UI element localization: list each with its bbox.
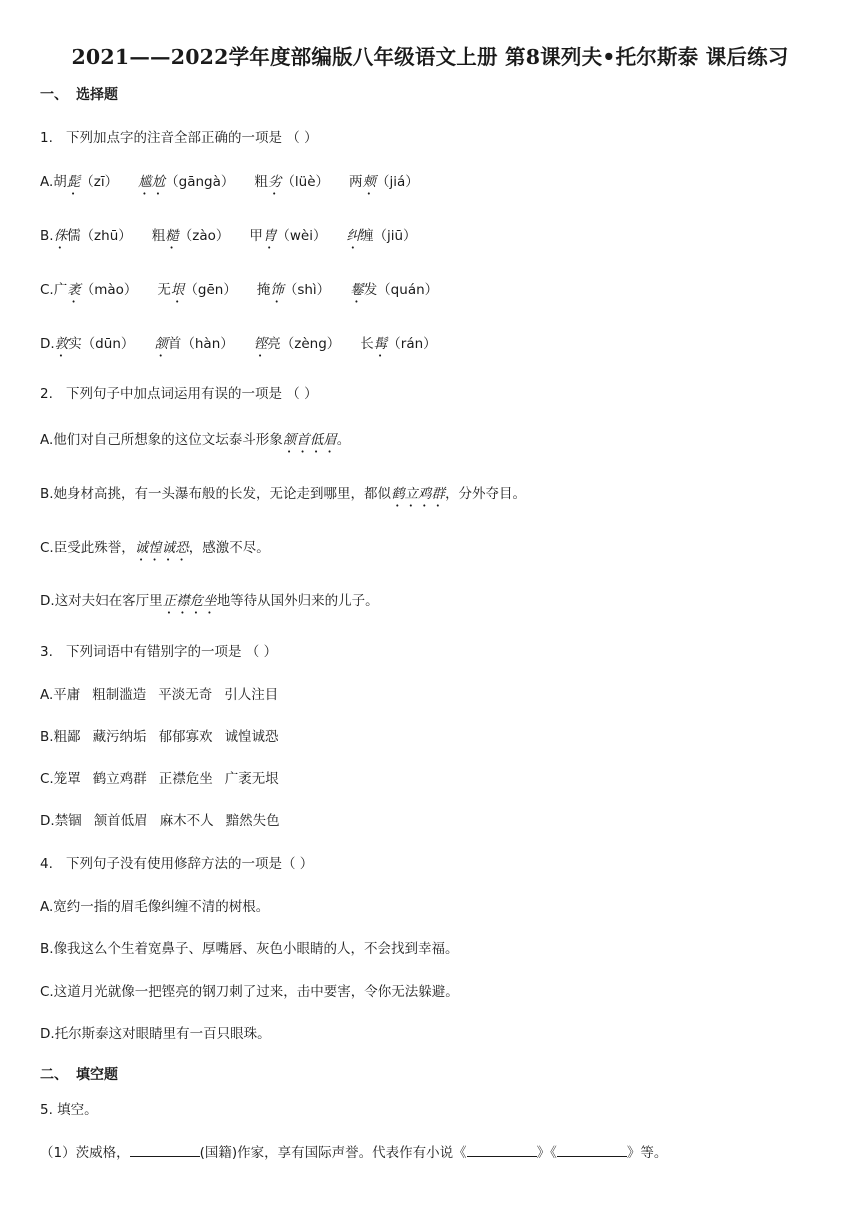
q3-option-a: A.平庸 粗制滥造 平淡无奇 引人注目: [40, 687, 279, 703]
question-number: 1.: [40, 130, 53, 146]
q2-option-d: D.这对夫妇在客厅里正襟危坐地等待从国外归来的儿子。: [40, 593, 379, 609]
question-text: 下列词语中有错别字的一项是 （ ）: [66, 644, 278, 660]
q1-option-b: B.侏儒（zhū） 粗糙（zào） 甲胄（wèi） 纠缠（jiū）: [40, 228, 417, 244]
question-1-stem: [40, 126, 318, 146]
q4-option-d: D.托尔斯泰这对眼睛里有一百只眼珠。: [40, 1026, 271, 1042]
section-number: 二、: [40, 1067, 68, 1083]
q5-line-1: （1）茨威格， (国籍)作家，享有国际声誉。代表作有小说《 》《 》等。: [40, 1145, 668, 1161]
q4-option-c: C.这道月光就像一把铿亮的钢刀刺了过来，击中要害，令你无法躲避。: [40, 984, 459, 1000]
section-heading-fill: [40, 1064, 118, 1084]
q2-option-a: A.他们对自己所想象的这位文坛泰斗形象颔首低眉。: [40, 432, 351, 448]
q1-option-a: A.胡髭（zī） 尴尬（gāngà） 粗劣（lüè） 两颊（jiá）: [40, 174, 419, 190]
question-5-head: 5. 填空。: [40, 1102, 98, 1118]
q3-option-c: C.笼罩 鹤立鸡群 正襟危坐 广袤无垠: [40, 771, 279, 787]
q3-option-d: D.禁锢 颔首低眉 麻木不人 黯然失色: [40, 813, 280, 829]
answer-blank[interactable]: [467, 1144, 537, 1157]
q1-option-c: C.广袤（mào） 无垠（gēn） 掩饰（shì） 鬈发（quán）: [40, 282, 439, 298]
q3-option-b: B.粗鄙 藏污纳垢 郁郁寡欢 诚惶诚恐: [40, 729, 279, 745]
question-text: 下列句子没有使用修辞方法的一项是（ ）: [66, 856, 314, 872]
question-text: 下列加点字的注音全部正确的一项是 （ ）: [66, 130, 318, 146]
section-label: 选择题: [76, 87, 118, 103]
answer-blank[interactable]: [557, 1144, 627, 1157]
section-label: 填空题: [76, 1067, 118, 1083]
question-number: 4.: [40, 856, 53, 872]
question-3-stem: [40, 640, 277, 660]
q1-option-d: D.敦实（dūn） 颔首（hàn） 铿亮（zèng） 长髯（rán）: [40, 336, 437, 352]
question-2-stem: [40, 382, 318, 402]
q4-option-b: B.像我这么个生着宽鼻子、厚嘴唇、灰色小眼睛的人，不会找到幸福。: [40, 941, 459, 957]
q2-option-c: C.臣受此殊誉，诚惶诚恐，感激不尽。: [40, 540, 270, 556]
q2-option-b: B.她身材高挑，有一头瀑布般的长发，无论走到哪里，都似鹤立鸡群，分外夺目。: [40, 486, 527, 502]
section-number: 一、: [40, 87, 68, 103]
page-title: 2021——2022学年度部编版八年级语文上册 第8课列夫•托尔斯泰 课后练习: [71, 45, 789, 69]
question-text: 下列句子中加点词运用有误的一项是 （ ）: [66, 386, 318, 402]
question-number: 3.: [40, 644, 53, 660]
q4-option-a: A.宽约一指的眉毛像纠缠不清的树根。: [40, 899, 270, 915]
section-heading-choice: [40, 84, 118, 104]
answer-blank[interactable]: [130, 1144, 200, 1157]
question-number: 2.: [40, 386, 53, 402]
question-4-stem: [40, 852, 313, 872]
